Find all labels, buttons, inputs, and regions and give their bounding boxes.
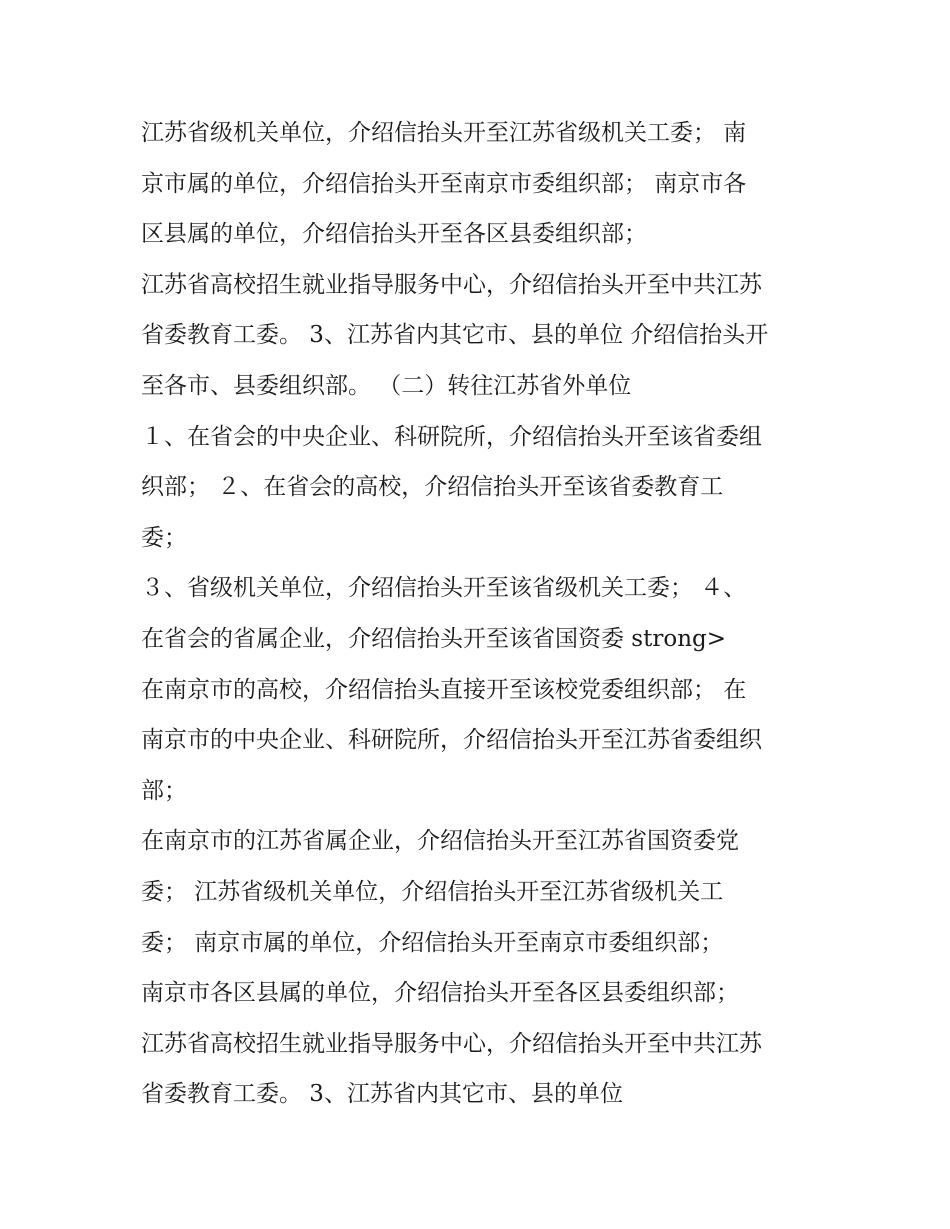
- text-line-13: 南京市的中央企业、科研院所，介绍信抬头开至江苏省委组织: [141, 727, 762, 754]
- text-line-6: 至各市、县委组织部。 （二）转往江苏省外单位: [141, 372, 632, 399]
- text-line-1: 江苏省级机关单位，介绍信抬头开至江苏省级机关工委； 南: [141, 120, 747, 146]
- text-line-2: 京市属的单位，介绍信抬头开至南京市委组织部； 南京市各: [141, 170, 747, 197]
- text-line-7: １、在省会的中央企业、科研院所，介绍信抬头开至该省委组: [141, 423, 762, 450]
- text-line-17: 委； 南京市属的单位，介绍信抬头开至南京市委组织部；: [141, 929, 724, 956]
- text-line-4: 江苏省高校招生就业指导服务中心，介绍信抬头开至中共江苏: [141, 271, 762, 298]
- text-line-18: 南京市各区县属的单位，介绍信抬头开至各区县委组织部；: [141, 980, 739, 1007]
- text-line-16: 委； 江苏省级机关单位，介绍信抬头开至江苏省级机关工: [141, 878, 724, 905]
- document-body: [141, 108, 821, 1120]
- text-line-10: ３、省级机关单位，介绍信抬头开至该省级机关工委； ４、: [141, 575, 747, 602]
- text-line-12: 在南京市的高校，介绍信抬头直接开至该校党委组织部； 在: [141, 676, 747, 703]
- text-line-9: 委；: [141, 524, 187, 551]
- text-line-11: 在省会的省属企业，介绍信抬头开至该省国资委 strong>: [141, 625, 727, 652]
- text-line-15: 在南京市的江苏省属企业，介绍信抬头开至江苏省国资委党: [141, 828, 739, 855]
- text-line-8: 织部； ２、在省会的高校，介绍信抬头开至该省委教育工: [141, 474, 724, 501]
- text-line-19: 江苏省高校招生就业指导服务中心，介绍信抬头开至中共江苏: [141, 1030, 762, 1057]
- text-line-14: 部；: [141, 777, 187, 804]
- text-line-3: 区县属的单位，介绍信抬头开至各区县委组织部；: [141, 221, 647, 248]
- text-line-5: 省委教育工委。 3、江苏省内其它市、县的单位 介绍信抬头开: [141, 322, 769, 349]
- text-line-20: 省委教育工委。 3、江苏省内其它市、县的单位: [141, 1081, 623, 1108]
